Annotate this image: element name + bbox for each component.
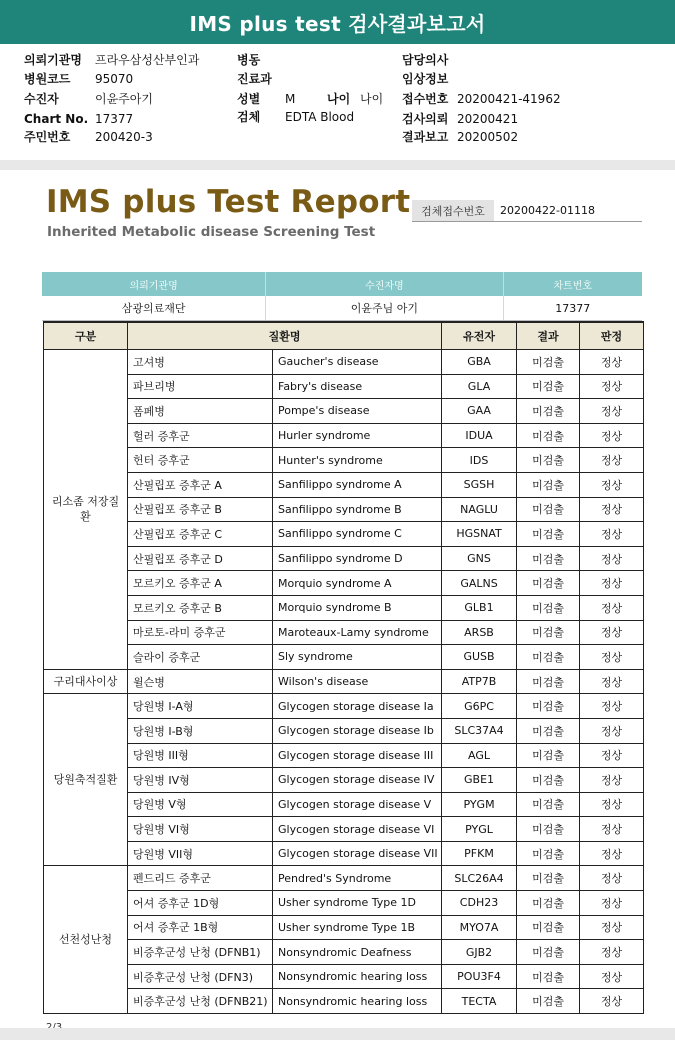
label-department: 진료과 [237,72,272,86]
label-clinical-info: 임상정보 [402,72,449,86]
label-report-date: 결과보고 [402,130,449,144]
gene-cell: GBE1 [442,768,517,793]
banner-title: IMS plus test 검사결과보고서 [189,11,486,36]
result-cell: 미검출 [517,817,580,842]
judgment-cell: 정상 [580,374,644,399]
specimen-number-label: 검체접수번호 [412,200,494,221]
label-institution: 의뢰기관명 [24,53,82,67]
judgment-cell: 정상 [580,497,644,522]
disease-korean-cell: 헐러 증후군 [128,423,273,448]
category-cell: 당원축적질환 [44,694,128,866]
gene-cell: GBA [442,350,517,375]
disease-english-cell: Usher syndrome Type 1B [273,915,442,940]
gene-cell: ATP7B [442,669,517,694]
disease-english-cell: Wilson's disease [273,669,442,694]
table-row [44,522,644,547]
results-header-result: 결과 [517,322,580,350]
judgment-cell: 정상 [580,669,644,694]
label-sex: 성별 [237,92,261,106]
judgment-cell: 정상 [580,399,644,424]
disease-korean-cell: 폼페병 [128,399,273,424]
result-cell: 미검출 [517,645,580,670]
result-cell: 미검출 [517,472,580,497]
disease-korean-cell: 윌슨병 [128,669,273,694]
category-cell: 리소좀 저장질환 [44,350,128,670]
disease-korean-cell: 어셔 증후군 1B형 [128,915,273,940]
result-cell: 미검출 [517,768,580,793]
judgment-cell: 정상 [580,940,644,965]
table-row [44,423,644,448]
judgment-cell: 정상 [580,792,644,817]
disease-korean-cell: 산필립포 증후군 B [128,497,273,522]
org-header-institution: 의뢰기관명 [42,272,266,296]
disease-english-cell: Nonsyndromic hearing loss [273,989,442,1014]
result-cell: 미검출 [517,891,580,916]
value-chart-no: 17377 [95,112,134,126]
disease-korean-cell: 산필립포 증후군 C [128,522,273,547]
disease-korean-cell: 당원병 V형 [128,792,273,817]
disease-english-cell: Maroteaux-Lamy syndrome [273,620,442,645]
result-cell: 미검출 [517,792,580,817]
gene-cell: CDH23 [442,891,517,916]
report-banner [0,0,675,44]
table-row [44,718,644,743]
gene-cell: GALNS [442,571,517,596]
disease-korean-cell: 비증후군성 난청 (DFNB1) [128,940,273,965]
gene-cell: GAA [442,399,517,424]
result-cell: 미검출 [517,546,580,571]
disease-korean-cell: 당원병 IV형 [128,768,273,793]
gene-cell: NAGLU [442,497,517,522]
value-specimen: EDTA Blood [285,110,355,124]
specimen-number-box [412,200,642,222]
table-row [44,645,644,670]
disease-english-cell: Hurler syndrome [273,423,442,448]
disease-korean-cell: 마로토-라미 증후군 [128,620,273,645]
gene-cell: PYGM [442,792,517,817]
org-header-chart-no: 차트번호 [503,272,642,296]
disease-english-cell: Glycogen storage disease Ia [273,694,442,719]
result-cell: 미검출 [517,595,580,620]
judgment-cell: 정상 [580,694,644,719]
result-cell: 미검출 [517,841,580,866]
judgment-cell: 정상 [580,620,644,645]
result-cell: 미검출 [517,964,580,989]
judgment-cell: 정상 [580,964,644,989]
result-cell: 미검출 [517,989,580,1014]
report-title: IMS plus Test Report [46,184,411,220]
results-table [43,321,644,1014]
disease-korean-cell: 당원병 III형 [128,743,273,768]
disease-korean-cell: 산필립포 증후군 D [128,546,273,571]
disease-english-cell: Glycogen storage disease VI [273,817,442,842]
judgment-cell: 정상 [580,891,644,916]
disease-english-cell: Usher syndrome Type 1D [273,891,442,916]
gene-cell: SGSH [442,472,517,497]
gene-cell: MYO7A [442,915,517,940]
category-cell: 구리대사이상 [44,669,128,694]
gene-cell: SLC37A4 [442,718,517,743]
disease-korean-cell: 당원병 VII형 [128,841,273,866]
disease-korean-cell: 비증후군성 난청 (DFN3) [128,964,273,989]
result-cell: 미검출 [517,448,580,473]
disease-korean-cell: 산필립포 증후군 A [128,472,273,497]
value-resident-no: 200420-3 [95,130,153,144]
disease-english-cell: Glycogen storage disease Ib [273,718,442,743]
judgment-cell: 정상 [580,423,644,448]
results-header-category: 구분 [44,322,128,350]
result-cell: 미검출 [517,350,580,375]
gene-cell: GUSB [442,645,517,670]
value-report-date: 20200502 [457,130,519,144]
label-chart-no: Chart No. [24,112,89,126]
specimen-number-value: 20200422-01118 [500,204,595,217]
gene-cell: IDS [442,448,517,473]
table-row [44,891,644,916]
gene-cell: PYGL [442,817,517,842]
report-page [0,170,675,1040]
disease-english-cell: Glycogen storage disease V [273,792,442,817]
judgment-cell: 정상 [580,472,644,497]
gene-cell: SLC26A4 [442,866,517,891]
result-cell: 미검출 [517,571,580,596]
table-row [44,497,644,522]
org-value-institution: 삼광의료재단 [42,296,266,321]
org-header-patient: 수진자명 [266,272,503,296]
gene-cell: IDUA [442,423,517,448]
org-value-patient: 이윤주님 아기 [266,296,503,321]
judgment-cell: 정상 [580,522,644,547]
gene-cell: GLB1 [442,595,517,620]
disease-korean-cell: 펜드리드 증후군 [128,866,273,891]
judgment-cell: 정상 [580,768,644,793]
disease-english-cell: Sanfilippo syndrome C [273,522,442,547]
gene-cell: PFKM [442,841,517,866]
result-cell: 미검출 [517,620,580,645]
disease-english-cell: Gaucher's disease [273,350,442,375]
label-patient: 수진자 [24,92,59,106]
disease-english-cell: Sanfilippo syndrome D [273,546,442,571]
gene-cell: AGL [442,743,517,768]
table-row [44,841,644,866]
result-cell: 미검출 [517,374,580,399]
table-row [44,817,644,842]
disease-english-cell: Pompe's disease [273,399,442,424]
result-cell: 미검출 [517,522,580,547]
result-cell: 미검출 [517,866,580,891]
judgment-cell: 정상 [580,350,644,375]
disease-korean-cell: 헌터 증후군 [128,448,273,473]
disease-korean-cell: 모르키오 증후군 B [128,595,273,620]
result-cell: 미검출 [517,399,580,424]
gene-cell: GLA [442,374,517,399]
gene-cell: POU3F4 [442,964,517,989]
table-row [44,374,644,399]
value-request-date: 20200421 [457,112,519,126]
report-subtitle: Inherited Metabolic disease Screening Test [47,224,376,240]
judgment-cell: 정상 [580,571,644,596]
gene-cell: HGSNAT [442,522,517,547]
disease-korean-cell: 고셔병 [128,350,273,375]
value-institution: 프라우삼성산부인과 [95,53,200,67]
label-request-date: 검사의뢰 [402,112,449,126]
judgment-cell: 정상 [580,645,644,670]
judgment-cell: 정상 [580,743,644,768]
disease-korean-cell: 파브리병 [128,374,273,399]
result-cell: 미검출 [517,915,580,940]
label-age: 나이 [327,92,351,106]
results-header-disease: 질환명 [128,322,442,350]
table-row [44,964,644,989]
gene-cell: TECTA [442,989,517,1014]
table-row [44,768,644,793]
disease-english-cell: Morquio syndrome A [273,571,442,596]
patient-info [0,46,675,158]
disease-english-cell: Nonsyndromic Deafness [273,940,442,965]
judgment-cell: 정상 [580,448,644,473]
disease-english-cell: Sly syndrome [273,645,442,670]
result-cell: 미검출 [517,694,580,719]
table-row [44,792,644,817]
disease-english-cell: Nonsyndromic hearing loss [273,964,442,989]
judgment-cell: 정상 [580,915,644,940]
label-accession-no: 접수번호 [402,92,449,106]
result-cell: 미검출 [517,423,580,448]
table-row [44,595,644,620]
gene-cell: GNS [442,546,517,571]
table-row [44,571,644,596]
judgment-cell: 정상 [580,989,644,1014]
disease-english-cell: Fabry's disease [273,374,442,399]
page-separator [0,160,675,170]
table-row [44,399,644,424]
disease-korean-cell: 당원병 I-B형 [128,718,273,743]
disease-english-cell: Pendred's Syndrome [273,866,442,891]
value-patient: 이윤주아기 [95,92,153,106]
label-resident-no: 주민번호 [24,130,71,144]
table-row [44,669,644,694]
value-accession-no: 20200421-41962 [457,92,561,106]
gene-cell: GJB2 [442,940,517,965]
gene-cell: G6PC [442,694,517,719]
judgment-cell: 정상 [580,595,644,620]
category-cell: 선천성난청 [44,866,128,1014]
disease-korean-cell: 당원병 VI형 [128,817,273,842]
disease-english-cell: Sanfilippo syndrome A [273,472,442,497]
judgment-cell: 정상 [580,841,644,866]
results-header-judgment: 판정 [580,322,644,350]
table-row [44,915,644,940]
table-row [44,472,644,497]
table-row [44,694,644,719]
table-row [44,448,644,473]
disease-english-cell: Hunter's syndrome [273,448,442,473]
value-hospital-code: 95070 [95,72,134,86]
results-body [44,350,644,1014]
table-row [44,546,644,571]
disease-english-cell: Sanfilippo syndrome B [273,497,442,522]
result-cell: 미검출 [517,497,580,522]
disease-korean-cell: 비증후군성 난청 (DFNB21) [128,989,273,1014]
table-row [44,866,644,891]
label-hospital-code: 병원코드 [24,72,71,86]
disease-korean-cell: 당원병 I-A형 [128,694,273,719]
result-cell: 미검출 [517,743,580,768]
judgment-cell: 정상 [580,718,644,743]
institution-table [42,272,642,321]
table-row [44,940,644,965]
disease-korean-cell: 모르키오 증후군 A [128,571,273,596]
judgment-cell: 정상 [580,546,644,571]
label-specimen: 검체 [237,110,261,124]
disease-english-cell: Morquio syndrome B [273,595,442,620]
result-cell: 미검출 [517,669,580,694]
disease-english-cell: Glycogen storage disease VII [273,841,442,866]
table-row [44,743,644,768]
results-header-gene: 유전자 [442,322,517,350]
label-ward: 병동 [237,53,261,67]
disease-english-cell: Glycogen storage disease III [273,743,442,768]
result-cell: 미검출 [517,718,580,743]
bottom-strip [0,1028,675,1040]
disease-korean-cell: 어셔 증후군 1D형 [128,891,273,916]
value-age: 나이 [360,92,384,106]
result-cell: 미검출 [517,940,580,965]
value-sex: M [285,92,296,106]
disease-korean-cell: 슬라이 증후군 [128,645,273,670]
table-row [44,350,644,375]
label-doctor: 담당의사 [402,53,449,67]
gene-cell: ARSB [442,620,517,645]
table-row [44,989,644,1014]
table-row [44,620,644,645]
judgment-cell: 정상 [580,866,644,891]
org-value-chart-no: 17377 [503,296,642,321]
judgment-cell: 정상 [580,817,644,842]
disease-english-cell: Glycogen storage disease IV [273,768,442,793]
